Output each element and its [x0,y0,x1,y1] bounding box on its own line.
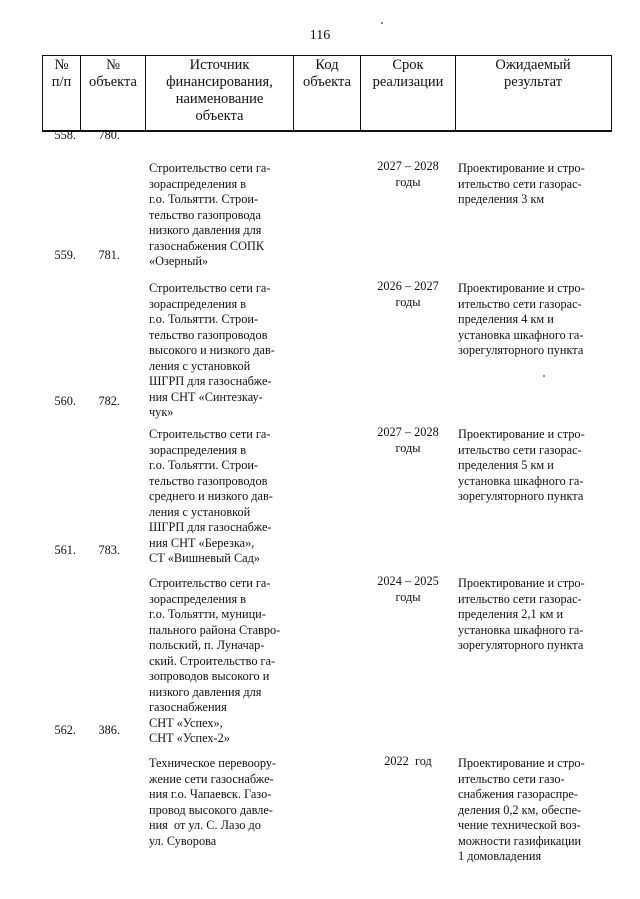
row-pp: 560. [54,394,76,408]
header-source-name: Источник финансирования, наименование объекта [166,57,273,124]
row-term: 2027 – 2028 годы [377,159,439,189]
header-object-code: Код объекта [302,57,351,90]
row-object-name: Техническое перевоору- жение сети газоснабже- ния г.о. Чапаевск. Газо- провод высокого давле- ния от ул. С. Лазо до ул. Суворова [149,756,277,848]
row-pp: 562. [54,723,76,737]
row-object-number: 781. [98,248,120,262]
header-object-number: № объекта [88,57,137,90]
row-object-number: 783. [98,543,120,557]
header-term: Срок реализации [372,57,444,90]
header-pp: № п/п [51,57,72,90]
scan-speck [381,22,383,24]
row-term: 2027 – 2028 годы [377,425,439,455]
row-expected-result: Проектирование и стро- ительство сети газорас- пределения 4 км и установка шкафного га- зорегуляторного пункта [458,281,585,357]
scan-speck [543,375,545,377]
row-object-number: 782. [98,394,120,408]
row-object-name: Строительство сети га- зораспределения в г.о. Тольятти, муници- пального района Ставро- польский, п. Луначар- ский. Строительство га- зопроводов высокого и низкого давления для газоснабжения СНТ «Успех», СНТ «Успех-2» [149,576,281,745]
row-object-number: 780. [98,128,120,142]
row-term: 2022 год [384,754,432,768]
page-number: 116 [309,28,331,43]
row-object-name: Строительство сети га- зораспределения в г.о. Тольятти. Строи- тельство газопроводов среднего и низкого дав- ления с установкой ШГРП для газоснабже- ния СНТ «Березка», СТ «Вишневый Сад» [149,427,273,565]
row-object-number: 386. [98,723,120,737]
row-expected-result: Проектирование и стро- ительство сети газорас- пределения 5 км и установка шкафного га- зорегуляторного пункта [458,427,585,503]
row-expected-result: Проектирование и стро- ительство сети газо- снабжения газораспре- деления 0,2 км, обеспе- чение технической воз- можности газификации 1 домовладения [458,756,585,863]
row-term: 2024 – 2025 годы [377,574,439,604]
row-expected-result: Проектирование и стро- ительство сети газорас- пределения 2,1 км и установка шкафного га- зорегуляторного пункта [458,576,585,652]
row-object-name: Строительство сети га- зораспределения в г.о. Тольятти. Строи- тельство газопроводов высокого и низкого дав- ления с установкой ШГРП для газоснабже- ния СНТ «Синтезкау- чук» [149,281,275,419]
row-pp: 561. [54,543,76,557]
row-term: 2026 – 2027 годы [377,279,439,309]
row-expected-result: Проектирование и стро- ительство сети газорас- пределения 3 км [458,161,585,206]
header-expected-result: Ожидаемый результат [495,57,571,90]
row-object-name: Строительство сети га- зораспределения в г.о. Тольятти. Строи- тельство газопровода низкого давления для газоснабжения СОПК «Озерный» [149,161,271,268]
row-pp: 559. [54,248,76,262]
row-pp: 558. [54,128,76,142]
